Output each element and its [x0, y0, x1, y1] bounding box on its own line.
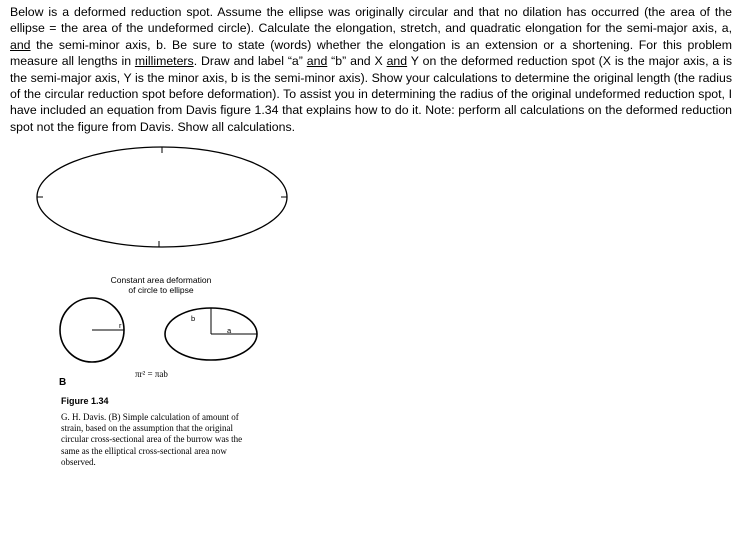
panel-label: B	[59, 377, 67, 388]
figure-heading: Constant area deformation of circle to ellipse	[110, 275, 212, 295]
and-underlined-3: and	[386, 54, 408, 69]
ellipse-label-a: a	[227, 326, 232, 335]
figure-number: Figure 1.34	[61, 396, 109, 406]
circle-label-r: r	[119, 321, 122, 330]
instructions-paragraph: Below is a deformed reduction spot. Assume the ellipse was originally circular and that no dilation has occurred (the area of the ellipse = the area of the undeformed circle). Calculate the elongation, stretch, and quadratic elongation for the semi-major axis, a, and the semi-minor axis, b. Be sure to state (words) whether the elongation is an extension or a shortening. For this problem measure all lengths in millimeters. Draw and label “a” and “b” and X and Y on the deformed reduction spot (X is the major axis, a is the semi-major axis, Y is the minor axis, b is the semi-minor axis). Show your calculations to determine the original length (the radius of the circular reduction spot before deformation). To assist you in determining the radius of the original undeformed reduction spot, I have included an equation from Davis figure 1.34 that explains how to do it. Note: perform all calculations on the deformed reduction spot not the figure from Davis. Show all calculations.	[10, 5, 732, 134]
and-underlined-1: and	[10, 37, 31, 52]
and-underlined-2: and	[306, 54, 328, 69]
ellipse-label-b: b	[191, 314, 196, 323]
figure-caption: G. H. Davis. (B) Simple calculation of amount of strain, based on the assumption that the original circular cross-sectional area of the burrow was the same as the elliptical cross-sectional area now observed.	[61, 412, 243, 467]
area-equation: πr² = πab	[135, 369, 168, 379]
millimeters-underlined: millimeters	[134, 54, 194, 69]
deformed-reduction-spot-ellipse	[37, 147, 287, 247]
